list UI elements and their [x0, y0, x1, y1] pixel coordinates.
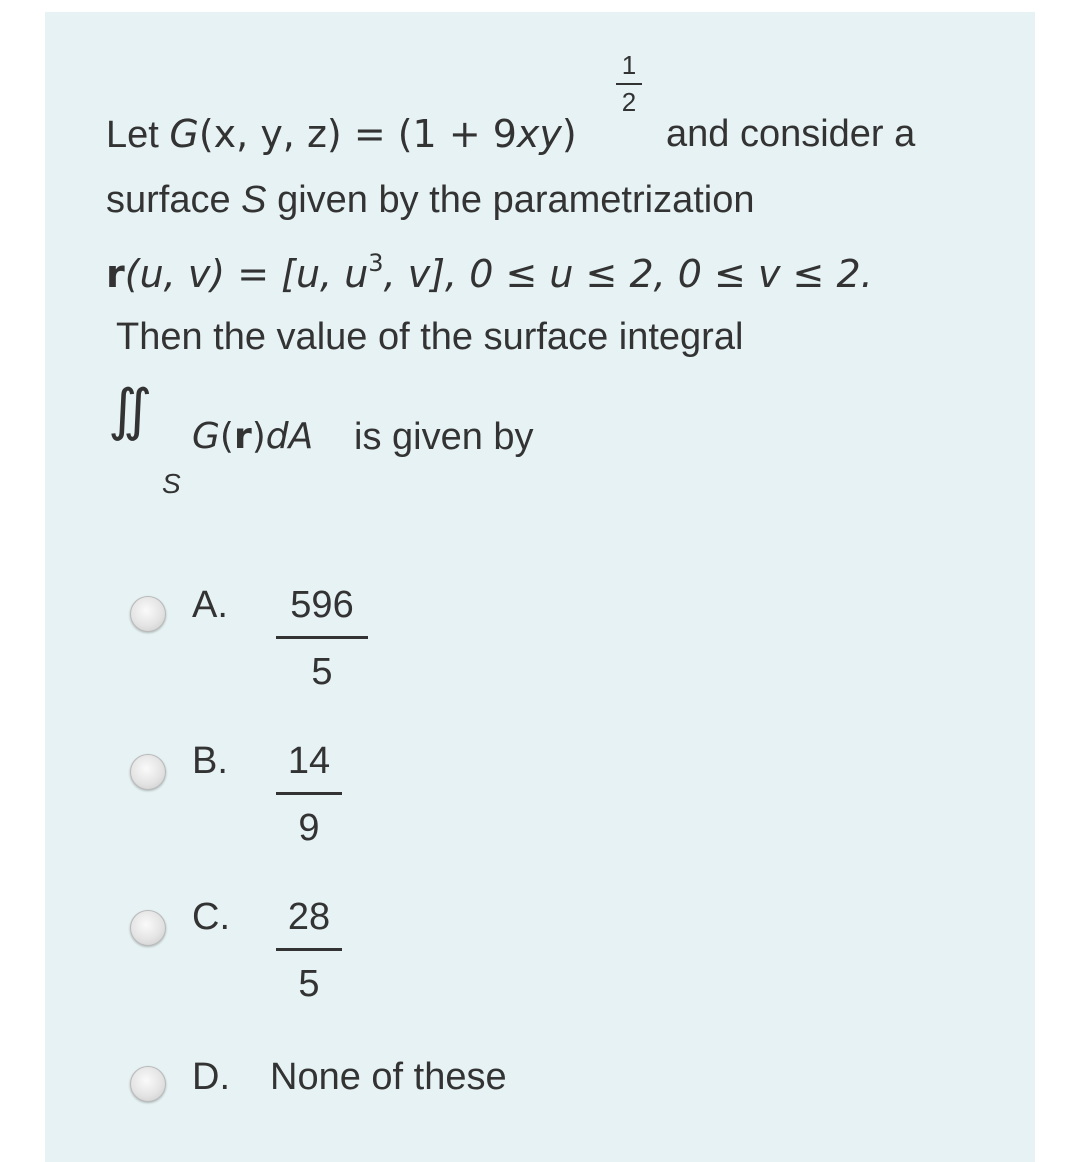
option-b-fraction-bar	[276, 792, 342, 795]
option-a-numerator: 596	[290, 584, 354, 626]
math-xy: xy	[516, 112, 562, 156]
text-parametrization: given by the parametrization	[266, 179, 755, 221]
question-line-3	[106, 249, 873, 296]
integrand-G: G	[192, 416, 220, 457]
integrand-close: )	[251, 416, 266, 457]
math-param-args: (u, v) = [u, u	[124, 252, 369, 296]
double-integral-symbol: ∬	[108, 378, 131, 441]
math-power-3: 3	[368, 249, 384, 277]
integrand-dA: dA	[265, 416, 314, 457]
integral-subscript: S	[162, 468, 181, 499]
radio-button-c[interactable]	[130, 910, 166, 946]
option-c[interactable]	[130, 890, 730, 1030]
option-b-denominator: 9	[298, 807, 320, 849]
math-r-bold: r	[106, 252, 125, 296]
option-c-fraction	[276, 898, 342, 1003]
option-c-numerator: 28	[287, 896, 331, 938]
integrand-open: (	[219, 416, 234, 457]
integrand	[192, 418, 313, 455]
integrand-r: r	[233, 416, 252, 457]
math-G: G	[169, 112, 199, 156]
exponent-denominator: 2	[621, 87, 637, 117]
option-d-text: None of these	[270, 1056, 507, 1098]
radio-button-a[interactable]	[130, 596, 166, 632]
option-a-denominator: 5	[311, 651, 333, 693]
question-line-2	[106, 181, 754, 219]
math-S: S	[241, 179, 267, 221]
option-b-fraction	[276, 742, 342, 847]
option-a-letter: A.	[192, 584, 228, 626]
option-b-numerator: 14	[287, 740, 331, 782]
option-b[interactable]	[130, 734, 730, 874]
question-line-1-suffix: and consider a	[666, 113, 916, 155]
option-c-denominator: 5	[298, 963, 320, 1005]
math-eq: = (1 + 9	[341, 112, 517, 156]
math-param-rest: , v], 0 ≤ u ≤ 2, 0 ≤ v ≤ 2.	[383, 252, 873, 296]
option-a-fraction	[276, 586, 368, 691]
option-a[interactable]	[130, 578, 730, 718]
option-b-letter: B.	[192, 740, 228, 782]
option-d[interactable]	[130, 1058, 730, 1118]
math-args: (x, y, z)	[198, 112, 342, 156]
option-a-fraction-bar	[276, 636, 368, 639]
option-c-letter: C.	[192, 896, 230, 938]
question-line-4: Then the value of the surface integral	[116, 316, 744, 358]
text-surface: surface	[106, 179, 242, 221]
radio-button-d[interactable]	[130, 1066, 166, 1102]
math-close-paren: )	[561, 112, 577, 156]
text-let: Let	[106, 114, 170, 156]
exponent-bar	[616, 83, 642, 85]
radio-button-b[interactable]	[130, 754, 166, 790]
option-d-letter: D.	[192, 1056, 230, 1098]
exponent-numerator: 1	[621, 50, 637, 80]
question-line-5-suffix: is given by	[354, 416, 534, 458]
exponent-fraction	[616, 52, 642, 115]
option-c-fraction-bar	[276, 948, 342, 951]
question-line-1	[106, 112, 577, 156]
